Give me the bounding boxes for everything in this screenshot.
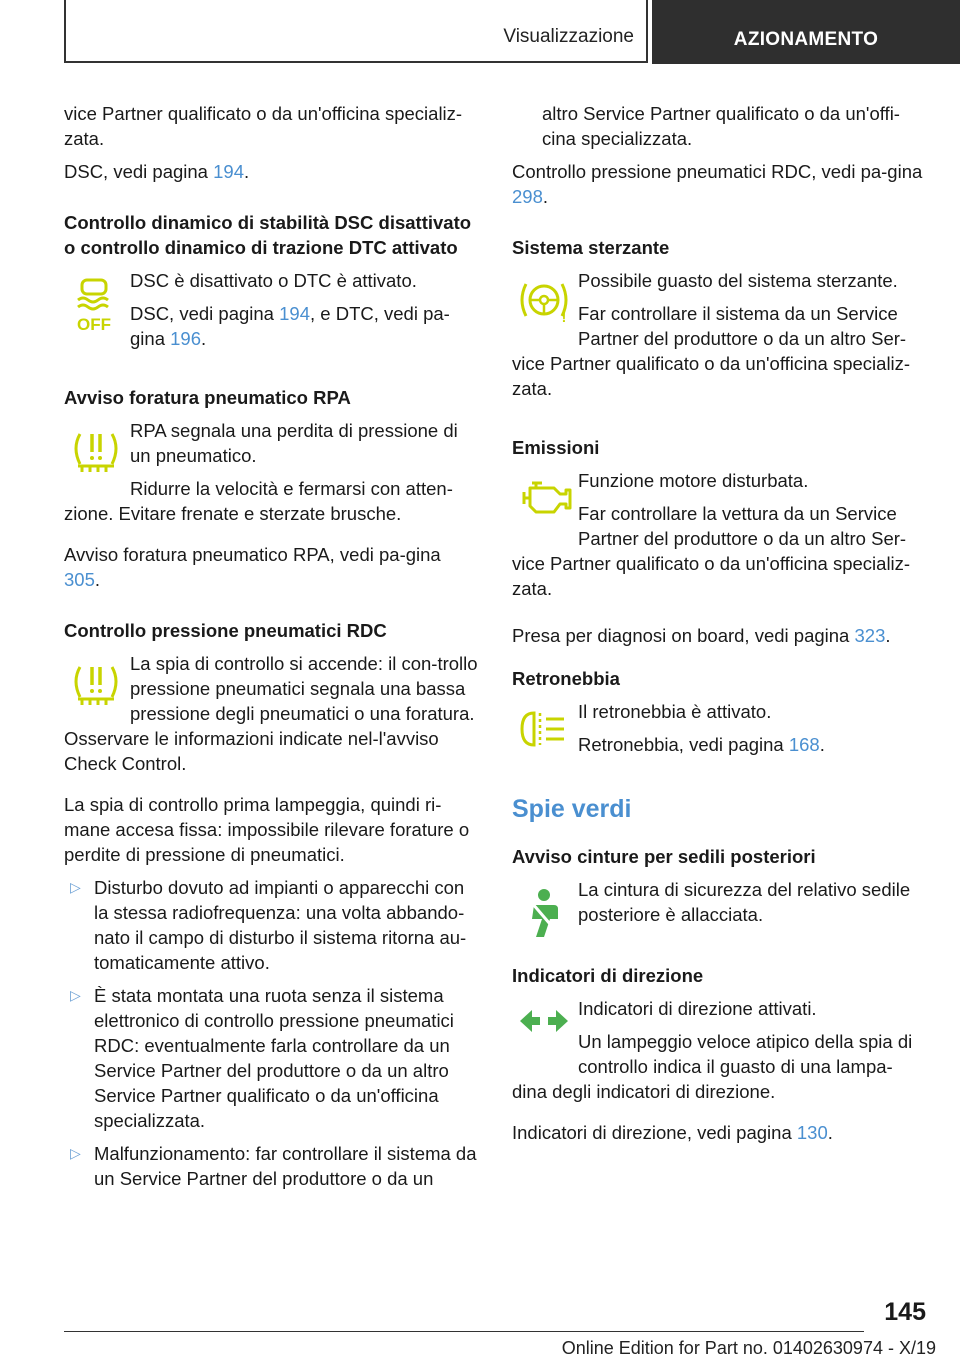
rdc-text-1: La spia di controllo si accende: il con-trollo pressione pneumatici segnala una bassa pressione degli pneumatici o una foratura. Osservare le informazioni indicate nel-l'avviso Check Control.	[64, 653, 478, 774]
rpa-text-2: Ridurre la velocità e fermarsi con atten-zione. Evitare frenate e sterzate brusche.	[64, 478, 453, 524]
turn-signal-icon	[518, 1006, 570, 1036]
tire-pressure-warning-icon	[70, 428, 122, 478]
fog-heading: Retronebbia	[512, 668, 620, 689]
rdc-block	[64, 651, 478, 784]
green-lights-title: Spie verdi	[512, 795, 632, 823]
emissions-block	[512, 468, 926, 609]
left-column	[64, 101, 478, 1199]
steering-warning-icon	[518, 278, 570, 324]
turn-signal-text-1: Indicatori di direzione attivati.	[578, 998, 817, 1019]
triangle-bullet-icon: ▷	[70, 987, 81, 1003]
page-link-130[interactable]: 130	[796, 1122, 828, 1143]
intro-paragraph: vice Partner qualificato o da un'officina specializ-zata.	[64, 103, 463, 149]
seatbelt-heading: Avviso cinture per sedili posteriori	[512, 846, 816, 867]
obd-ref: Presa per diagnosi on board, vedi pagina 323.	[512, 625, 891, 646]
footer-divider	[64, 1331, 864, 1332]
svg-text:OFF: OFF	[77, 315, 111, 334]
turn-signal-text-2: Un lampeggio veloce atipico della spia di controllo indica il guasto di una lampa-dina degli indicatori di direzione.	[512, 1031, 913, 1102]
triangle-bullet-icon: ▷	[70, 879, 81, 895]
section-title: Visualizzazione	[503, 26, 634, 47]
page-link-194[interactable]: 194	[213, 161, 244, 182]
page-number: 145	[884, 1298, 926, 1326]
rpa-ref: Avviso foratura pneumatico RPA, vedi pa-gina 305.	[64, 544, 441, 590]
header-chapter-box	[652, 0, 960, 64]
rdc-ref: Controllo pressione pneumatici RDC, vedi pa-gina 298.	[512, 161, 923, 207]
page-link-168[interactable]: 168	[788, 734, 820, 755]
rpa-block	[64, 418, 478, 534]
fog-text-1: Il retronebbia è attivato.	[578, 701, 772, 722]
edition-footer: Online Edition for Part no. 01402630974 - X/19	[561, 1338, 936, 1358]
list-item: ▷ Malfunzionamento: far controllare il sistema da un Service Partner del produttore o da un	[70, 1143, 477, 1189]
engine-warning-icon	[518, 478, 574, 518]
right-column	[512, 101, 926, 1153]
rear-fog-light-icon	[518, 709, 570, 749]
steering-text-2: Far controllare il sistema da un Service Partner del produttore o da un altro Ser-vice Partner qualificato o da un'officina specializ-zata.	[512, 303, 911, 399]
rdc-heading: Controllo pressione pneumatici RDC	[64, 620, 387, 641]
page-link-298[interactable]: 298	[512, 186, 543, 207]
rpa-text-1: RPA segnala una perdita di pressione di un pneumatico.	[130, 420, 458, 466]
page-link-196[interactable]: 196	[170, 328, 201, 349]
dsc-text-2: DSC, vedi pagina 194, e DTC, vedi pa-gina 196.	[130, 303, 450, 349]
emissions-text-2: Far controllare la vettura da un Service Partner del produttore o da un altro Ser-vice Partner qualificato o da un'officina specializ-zata.	[512, 503, 911, 599]
rpa-heading: Avviso foratura pneumatico RPA	[64, 387, 351, 408]
bullet-list	[64, 875, 478, 1191]
rdc-text-2: La spia di controllo prima lampeggia, quindi ri-mane accesa fissa: impossibile rilevare forature o perdite di pressione di pneumatici.	[64, 794, 470, 865]
page-link-305[interactable]: 305	[64, 569, 95, 590]
dsc-ref-paragraph: DSC, vedi pagina 194.	[64, 161, 250, 182]
triangle-bullet-icon: ▷	[70, 1145, 81, 1161]
tire-pressure-control-icon	[70, 661, 122, 711]
emissions-text-1: Funzione motore disturbata.	[578, 470, 809, 491]
dsc-heading: Controllo dinamico di stabilità DSC disattivato o controllo dinamico di trazione DTC attivato	[64, 212, 472, 258]
fog-text-2: Retronebbia, vedi pagina 168.	[578, 734, 825, 755]
turn-signal-block	[512, 996, 926, 1112]
steering-text-1: Possibile guasto del sistema sterzante.	[578, 270, 898, 291]
steering-block	[512, 268, 926, 409]
continuation-text: altro Service Partner qualificato o da un'offi-cina specializzata.	[542, 103, 900, 149]
seatbelt-icon	[518, 887, 564, 939]
page-link-323[interactable]: 323	[854, 625, 886, 646]
dsc-off-icon	[70, 278, 122, 334]
steering-heading: Sistema sterzante	[512, 237, 670, 258]
list-item: ▷ Disturbo dovuto ad impianti o apparecchi con la stessa radiofrequenza: una volta abbando-nato il campo di disturbo il sistema ritorna au-tomaticamente attivo.	[70, 877, 467, 973]
emissions-heading: Emissioni	[512, 437, 600, 458]
turn-signal-heading: Indicatori di direzione	[512, 965, 704, 986]
seatbelt-block	[512, 877, 926, 947]
fog-block	[512, 699, 926, 769]
dsc-text-1: DSC è disattivato o DTC è attivato.	[130, 270, 417, 291]
dsc-block	[64, 268, 478, 359]
page-link-194[interactable]: 194	[279, 303, 310, 324]
seatbelt-text-1: La cintura di sicurezza del relativo sedile posteriore è allacciata.	[578, 879, 911, 925]
svg-text:!: !	[561, 309, 567, 324]
list-item: ▷ È stata montata una ruota senza il sistema elettronico di controllo pressione pneumatici RDC: eventualmente farla controllare da un Service Partner del produttore o da un altro Service Partner qualificato o da un'officina specializzata.	[70, 985, 454, 1131]
chapter-title: AZIONAMENTO	[733, 29, 879, 50]
header-section-box	[64, 0, 648, 63]
turn-signal-ref: Indicatori di direzione, vedi pagina 130.	[512, 1122, 833, 1143]
